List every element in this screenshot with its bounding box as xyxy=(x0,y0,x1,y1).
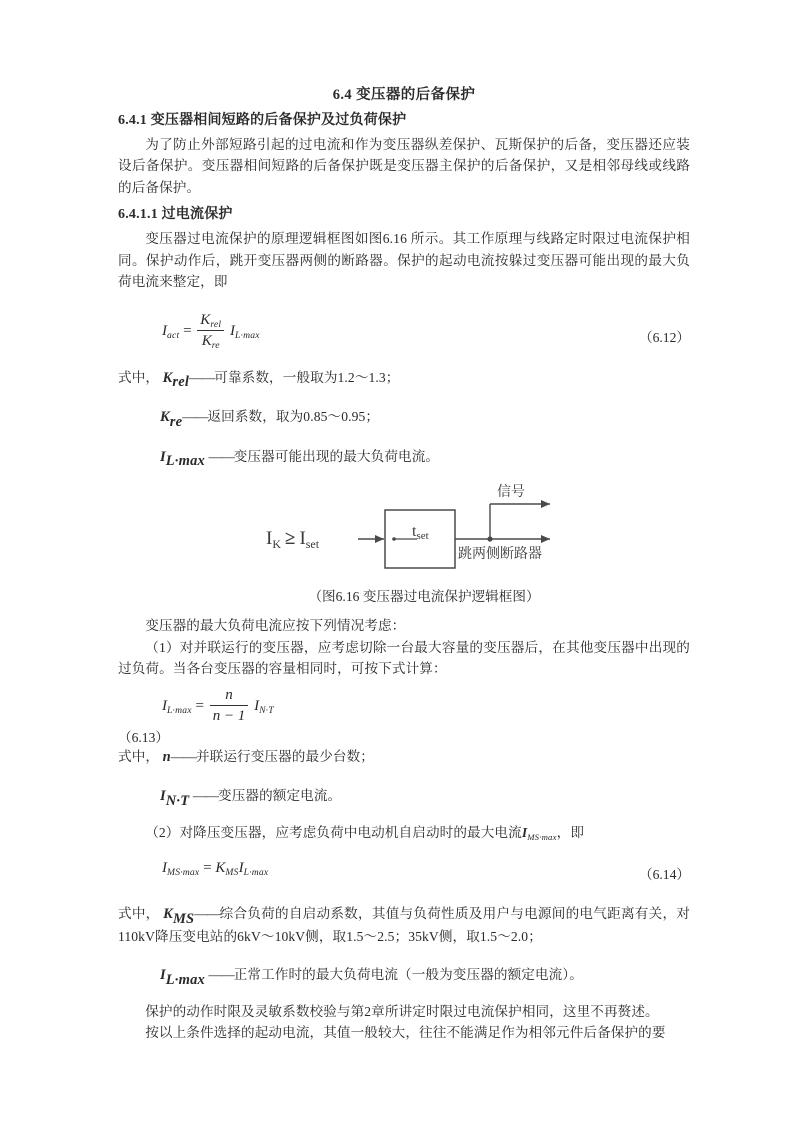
where1-text: 可靠系数，一般取为1.2～1.3； xyxy=(214,369,400,385)
where-label-3: 式中， xyxy=(118,906,160,922)
diagram-i-subscript: K xyxy=(272,537,281,552)
where4-dash: —— xyxy=(170,748,196,764)
where-clause-2 xyxy=(118,406,690,429)
where1-subscript: rel xyxy=(172,374,190,391)
spacer xyxy=(118,845,690,859)
where2-dash: —— xyxy=(182,409,208,425)
figure-caption: （图6.16 变压器过电流保护逻辑框图） xyxy=(308,589,540,605)
where-clause-5 xyxy=(118,785,690,808)
where3-subscript: L·max xyxy=(165,453,206,470)
where-clause-6 xyxy=(118,903,690,947)
logic-block-diagram xyxy=(262,482,562,587)
where-clause-3 xyxy=(118,446,690,469)
where3-dash: —— xyxy=(208,448,234,464)
eq613-lhs-symbol: I xyxy=(162,698,167,715)
where7-dash: —— xyxy=(208,967,234,983)
spacer xyxy=(118,987,690,1001)
eq613-fraction xyxy=(210,687,249,725)
eq613-rhs-subscript: N·T xyxy=(259,705,274,717)
where-label: 式中， xyxy=(118,369,160,385)
eq614-rhs1-subscript: MS xyxy=(225,867,239,879)
section-heading: 6.4 变压器的后备保护 xyxy=(332,87,476,103)
where7-subscript: L·max xyxy=(165,972,206,988)
spacer xyxy=(118,889,690,903)
spacer xyxy=(118,353,690,367)
equation-6-12-row xyxy=(118,313,690,353)
diagram-t-subscript: set xyxy=(416,530,429,543)
eq612-num-subscript: rel xyxy=(210,318,222,330)
where6-dash: —— xyxy=(194,906,220,922)
diagram-i-symbol: I xyxy=(266,528,273,550)
spacer xyxy=(118,680,690,688)
eq613-numerator: n xyxy=(210,687,249,706)
where4-text: 并联运行变压器的最少台数； xyxy=(195,748,374,764)
equation-6-13-row xyxy=(118,688,690,726)
diagram-trip-label: 跳两侧断路器 xyxy=(458,545,542,562)
where6-symbol: K xyxy=(163,906,173,923)
eq612-den-subscript: re xyxy=(211,339,220,351)
diagram-ge-sign: ≥ xyxy=(285,528,296,550)
equation-6-14-number: （6.14） xyxy=(639,867,690,883)
where3-symbol: I xyxy=(160,448,166,465)
eq613-equals: = xyxy=(195,698,204,715)
where3-text: 变压器可能出现的最大负荷电流。 xyxy=(233,448,440,464)
paragraph-7: 按以上条件选择的起动电流，其值一般较大，往往不能满足作为相邻元件后备保护的要 xyxy=(145,1025,666,1041)
sub-heading-6-4-1: 6.4.1 变压器相间短路的后备保护及过负荷保护 xyxy=(118,112,407,128)
where7-text: 正常工作时的最大负荷电流（一般为变压器的额定电流）。 xyxy=(233,967,583,983)
eq614-rhs1-symbol: K xyxy=(215,860,226,877)
diagram-signal-label: 信号 xyxy=(497,483,525,500)
diagram-iset-symbol: I xyxy=(299,528,306,550)
equation-6-13 xyxy=(162,686,274,724)
where7-symbol: I xyxy=(160,967,166,984)
paragraph-1: 为了防止外部短路引起的过电流和作为变压器纵差保护、瓦斯保护的后备，变压器还应装设后备保护。变压器相间短路的后备保护既是变压器主保护的后备保护，又是相邻母线或线路的后备保护。 xyxy=(118,136,690,195)
where5-dash: —— xyxy=(192,788,218,804)
sub-heading-6-4-1-1: 6.4.1.1 过电流保护 xyxy=(118,207,233,223)
eq612-lhs-subscript: act xyxy=(167,330,180,342)
eq612-denominator xyxy=(197,331,224,350)
equation-6-12-number: （6.12） xyxy=(639,329,690,345)
diagram-iset-subscript: set xyxy=(305,537,320,552)
eq612-lhs-symbol: I xyxy=(162,323,167,340)
diagram-input-arrowhead xyxy=(375,535,384,543)
diagram-output-arrowhead xyxy=(541,535,550,543)
where4-symbol: n xyxy=(162,748,171,765)
eq612-numerator xyxy=(197,312,224,331)
diagram-svg xyxy=(262,482,562,582)
page-content xyxy=(118,86,690,1044)
eq612-rhs-symbol: I xyxy=(229,323,235,340)
eq612-equals: = xyxy=(183,323,192,340)
eq612-rhs-subscript: L·max xyxy=(234,330,260,342)
where-clause-4 xyxy=(118,746,690,769)
equation-6-14 xyxy=(162,860,269,879)
paragraph-5-post: ，即 xyxy=(556,824,585,840)
eq614-equals: = xyxy=(203,860,212,877)
equation-6-14-row xyxy=(118,859,690,889)
paragraph-5-pre: （2）对降压变压器，应考虑负荷中电动机自启动时的最大电流 xyxy=(145,824,522,840)
where5-text: 变压器的额定电流。 xyxy=(218,788,342,804)
where6-subscript: MS xyxy=(172,911,195,927)
spacer xyxy=(118,808,690,822)
eq614-rhs2-subscript: L·max xyxy=(243,867,269,879)
where2-symbol: K xyxy=(160,409,170,426)
spacer xyxy=(118,293,690,313)
eq613-lhs-subscript: L·max xyxy=(167,705,192,717)
paragraph-5-subscript: MS·max xyxy=(527,831,557,842)
paragraph-5 xyxy=(118,822,690,846)
spacer xyxy=(118,607,690,615)
paragraph-6: 保护的动作时限及灵敏系数校验与第2章所讲定时限过电流保护相同，这里不再赘述。 xyxy=(145,1003,659,1019)
eq614-rhs2-symbol: I xyxy=(238,860,244,877)
where-label-2: 式中， xyxy=(118,748,160,764)
where5-subscript: N·T xyxy=(165,793,190,809)
diagram-timer-label xyxy=(412,523,429,542)
eq612-num-symbol: K xyxy=(200,311,211,328)
eq612-den-symbol: K xyxy=(201,332,212,349)
where-clause-1 xyxy=(118,367,690,390)
diagram-input-label xyxy=(266,528,320,551)
diagram-signal-arrowhead xyxy=(541,500,550,508)
equation-6-13-number: （6.13） xyxy=(118,729,169,745)
figure-6-16 xyxy=(118,482,690,586)
eq612-fraction xyxy=(197,312,224,350)
diagram-timer-inner-dot xyxy=(392,537,396,541)
eq613-denominator: n − 1 xyxy=(212,707,246,724)
where-clause-7 xyxy=(118,964,690,987)
where1-dash: —— xyxy=(189,369,215,385)
where1-symbol: K xyxy=(162,369,173,386)
where5-symbol: I xyxy=(160,788,166,805)
paragraph-2: 变压器过电流保护的原理逻辑框图如图6.16 所示。其工作原理与线路定时限过电流保护相同。保护动作后，跳开变压器两侧的断路器。保护的起动电流按躲过变压器可能出现的最大负荷电流来整定，即 xyxy=(118,231,690,290)
paragraph-3: 变压器的最大负荷电流应按下列情况考虑： xyxy=(145,618,406,634)
eq614-lhs-subscript: MS·max xyxy=(167,867,200,879)
where2-text: 返回系数，取为0.85～0.95； xyxy=(207,409,380,425)
where6-text: 综合负荷的自启动系数，其值与负荷性质及用户与电源间的电气距离有关，对110kV降压变电站的6kV～10kV侧，取1.5～2.5；35kV侧，取1.5～2.0； xyxy=(118,906,690,944)
diagram-t-symbol: t xyxy=(412,523,417,541)
paragraph-5-symbol: I xyxy=(521,824,528,840)
where2-subscript: re xyxy=(169,413,183,430)
eq613-rhs-symbol: I xyxy=(254,698,260,715)
paragraph-4: （1）对并联运行的变压器，应考虑切除一台最大容量的变压器后，在其他变压器中出现的过负荷。当各台变压器的容量相同时，可按下式计算： xyxy=(118,639,690,677)
equation-6-12 xyxy=(162,311,260,351)
eq614-lhs-symbol: I xyxy=(162,860,167,877)
